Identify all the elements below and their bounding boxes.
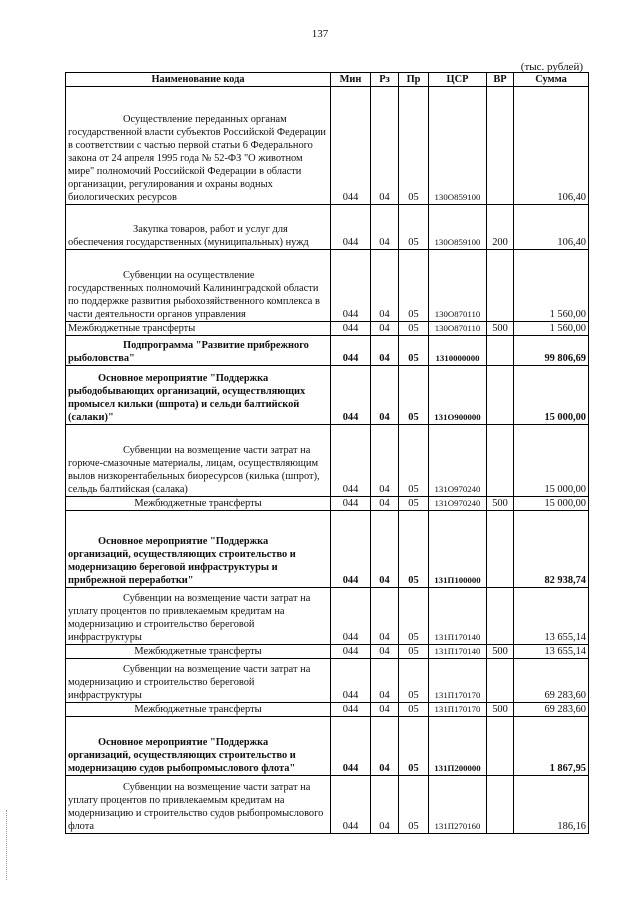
row-pr: 05 — [399, 703, 429, 717]
row-sum: 82 938,74 — [514, 511, 589, 588]
row-sum: 1 560,00 — [514, 250, 589, 322]
row-vr: 200 — [487, 205, 514, 250]
row-rz: 04 — [371, 425, 399, 497]
row-rz: 04 — [371, 87, 399, 205]
row-csr: 130О870110 — [429, 322, 487, 336]
row-sum: 69 283,60 — [514, 703, 589, 717]
row-min: 044 — [331, 250, 371, 322]
table-row — [66, 776, 589, 834]
row-rz: 04 — [371, 511, 399, 588]
row-sum: 106,40 — [514, 87, 589, 205]
row-min: 044 — [331, 776, 371, 834]
row-pr: 05 — [399, 776, 429, 834]
table-row — [66, 703, 589, 717]
row-csr: 131О970240 — [429, 425, 487, 497]
table-row — [66, 336, 589, 366]
row-name: Субвенции на возмещение части затрат на уплату процентов по привлекаемым кредитам на модернизацию и строительство судов рыбопромыслового флота — [66, 776, 331, 834]
row-rz: 04 — [371, 497, 399, 511]
row-sum: 1 560,00 — [514, 322, 589, 336]
row-rz: 04 — [371, 588, 399, 645]
row-sum: 106,40 — [514, 205, 589, 250]
row-vr — [487, 87, 514, 205]
row-min: 044 — [331, 336, 371, 366]
row-vr: 500 — [487, 322, 514, 336]
table-row — [66, 588, 589, 645]
row-vr — [487, 336, 514, 366]
row-name: Основное мероприятие "Поддержка организаций, осуществляющих строительство и модернизацию береговой инфраструктуры и прибрежной переработки" — [66, 511, 331, 588]
row-name: Основное мероприятие "Поддержка организаций, осуществляющих строительство и модернизацию судов рыбопромыслового флота" — [66, 717, 331, 776]
table-row — [66, 659, 589, 703]
row-pr: 05 — [399, 205, 429, 250]
row-name: Подпрограмма "Развитие прибрежного рыболовства" — [66, 336, 331, 366]
row-name: Субвенции на возмещение части затрат на модернизацию и строительство береговой инфраструктуры — [66, 659, 331, 703]
units-label: (тыс. рублей) — [520, 61, 583, 73]
row-sum: 13 655,14 — [514, 588, 589, 645]
row-pr: 05 — [399, 497, 429, 511]
row-rz: 04 — [371, 336, 399, 366]
row-csr: 130О859100 — [429, 87, 487, 205]
row-vr — [487, 425, 514, 497]
row-pr: 05 — [399, 659, 429, 703]
row-min: 044 — [331, 497, 371, 511]
row-csr: 1310000000 — [429, 336, 487, 366]
table-row — [66, 366, 589, 425]
table-row — [66, 497, 589, 511]
row-vr — [487, 776, 514, 834]
row-name: Межбюджетные трансферты — [66, 497, 331, 511]
row-sum: 15 000,00 — [514, 497, 589, 511]
col-header-rz: Рз — [371, 73, 399, 87]
row-min: 044 — [331, 659, 371, 703]
row-name: Основное мероприятие "Поддержка рыбодобывающих организаций, осуществляющих промысел кильки (шпрота) и сельди балтийской (салаки)" — [66, 366, 331, 425]
row-min: 044 — [331, 588, 371, 645]
row-rz: 04 — [371, 645, 399, 659]
row-sum: 15 000,00 — [514, 366, 589, 425]
col-header-sum: Сумма — [514, 73, 589, 87]
table-row — [66, 250, 589, 322]
budget-table — [65, 72, 589, 834]
row-csr: 131П200000 — [429, 717, 487, 776]
row-name: Межбюджетные трансферты — [66, 703, 331, 717]
row-pr: 05 — [399, 588, 429, 645]
row-rz: 04 — [371, 205, 399, 250]
table-row — [66, 425, 589, 497]
row-sum: 1 867,95 — [514, 717, 589, 776]
row-vr: 500 — [487, 497, 514, 511]
row-sum: 13 655,14 — [514, 645, 589, 659]
row-min: 044 — [331, 87, 371, 205]
row-csr: 131П170170 — [429, 659, 487, 703]
page-number: 137 — [311, 28, 329, 40]
col-header-name: Наименование кода — [66, 73, 331, 87]
table-row — [66, 205, 589, 250]
row-min: 044 — [331, 703, 371, 717]
row-min: 044 — [331, 511, 371, 588]
row-sum: 69 283,60 — [514, 659, 589, 703]
row-rz: 04 — [371, 659, 399, 703]
row-sum: 99 806,69 — [514, 336, 589, 366]
row-name: Субвенции на возмещение части затрат на горюче-смазочные материалы, лицам, осуществляющим вылов низкорентабельных биоресурсов (килька (шпрот), сельдь балтийская (салака) — [66, 425, 331, 497]
row-name: Межбюджетные трансферты — [66, 322, 331, 336]
col-header-min: Мин — [331, 73, 371, 87]
row-pr: 05 — [399, 645, 429, 659]
row-csr: 131П170140 — [429, 588, 487, 645]
row-vr — [487, 659, 514, 703]
row-name: Закупка товаров, работ и услуг для обеспечения государственных (муниципальных) нужд — [66, 205, 331, 250]
row-pr: 05 — [399, 366, 429, 425]
row-min: 044 — [331, 205, 371, 250]
col-header-vr: ВР — [487, 73, 514, 87]
row-pr: 05 — [399, 322, 429, 336]
row-rz: 04 — [371, 250, 399, 322]
table-row — [66, 717, 589, 776]
row-csr: 130О870110 — [429, 250, 487, 322]
row-vr — [487, 588, 514, 645]
row-sum: 186,16 — [514, 776, 589, 834]
row-csr: 131П170170 — [429, 703, 487, 717]
row-name: Субвенции на осуществление государственных полномочий Калининградской области по поддержке развития рыбохозяйственного комплекса в части деятельности органов управления — [66, 250, 331, 322]
row-vr — [487, 717, 514, 776]
row-csr: 131П100000 — [429, 511, 487, 588]
row-vr — [487, 511, 514, 588]
row-pr: 05 — [399, 336, 429, 366]
table-row — [66, 511, 589, 588]
row-pr: 05 — [399, 425, 429, 497]
row-csr: 131П270160 — [429, 776, 487, 834]
row-vr — [487, 366, 514, 425]
table-row — [66, 87, 589, 205]
row-rz: 04 — [371, 366, 399, 425]
row-csr: 130О859100 — [429, 205, 487, 250]
row-min: 044 — [331, 366, 371, 425]
row-csr: 131О900000 — [429, 366, 487, 425]
row-csr: 131О970240 — [429, 497, 487, 511]
row-name: Межбюджетные трансферты — [66, 645, 331, 659]
row-name: Субвенции на возмещение части затрат на уплату процентов по привлекаемым кредитам на модернизацию и строительство береговой инфраструктуры — [66, 588, 331, 645]
row-min: 044 — [331, 425, 371, 497]
row-rz: 04 — [371, 703, 399, 717]
row-vr — [487, 250, 514, 322]
row-csr: 131П170140 — [429, 645, 487, 659]
row-pr: 05 — [399, 717, 429, 776]
table-row — [66, 645, 589, 659]
row-pr: 05 — [399, 250, 429, 322]
row-rz: 04 — [371, 776, 399, 834]
col-header-pr: Пр — [399, 73, 429, 87]
table-header — [66, 73, 589, 87]
scan-margin-dots — [6, 810, 9, 880]
row-vr: 500 — [487, 645, 514, 659]
row-rz: 04 — [371, 322, 399, 336]
table-row — [66, 322, 589, 336]
row-sum: 15 000,00 — [514, 425, 589, 497]
row-min: 044 — [331, 322, 371, 336]
row-rz: 04 — [371, 717, 399, 776]
row-pr: 05 — [399, 511, 429, 588]
col-header-csr: ЦСР — [429, 73, 487, 87]
row-min: 044 — [331, 645, 371, 659]
row-pr: 05 — [399, 87, 429, 205]
row-min: 044 — [331, 717, 371, 776]
row-vr: 500 — [487, 703, 514, 717]
row-name: Осуществление переданных органам государственной власти субъектов Российской Федерации в соответствии с частью первой статьи 6 Федерального закона от 24 апреля 1995 года № 52-ФЗ "О животном мире" полномочий Российской Федерации в области организации, регулирования и охраны водных биологических ресурсов — [66, 87, 331, 205]
